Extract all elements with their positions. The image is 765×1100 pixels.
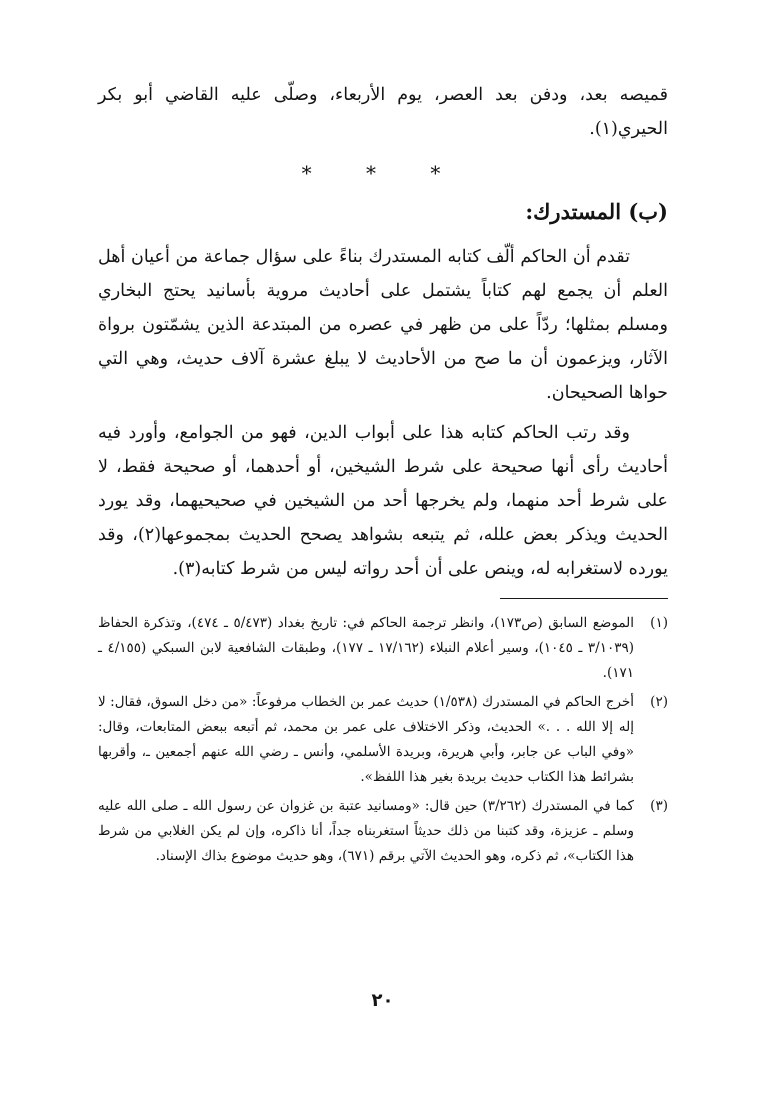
body-paragraph-1: تقدم أن الحاكم ألّف كتابه المستدرك بناءً على سؤال جماعة من أعيان أهل العلم أن يجمع لهم كتاباً يشتمل على أحاديث مروية بأسانيد يحتج البخاري ومسلم بمثلها؛ ردّاً على من ظهر في عصره من المبتدعة الذين يشمّتون برواة الآثار، ويزعمون أن ما صح من الأحاديث لا يبلغ عشرة آلاف حديث، وهي التي حواها الصحيحان.	[98, 247, 668, 403]
footnote-1	[98, 611, 668, 686]
text-column	[98, 78, 668, 873]
footnote-2	[98, 690, 668, 790]
intro-paragraph: قميصه بعد، ودفن بعد العصر، يوم الأربعاء، وصلّى عليه القاضي أبو بكر الحيري(١).	[98, 85, 668, 139]
body-paragraph-2: وقد رتب الحاكم كتابه هذا على أبواب الدين، فهو من الجوامع، وأورد فيه أحاديث رأى أنها صحيحة على شرط الشيخين، أو أحدهما، أو صحيحة فقط، لا على شرط أحد منهما، ولم يخرجها أحد من الشيخين في صحيحيهما، وقد يورد الحديث ويذكر بعض علله، ثم يتبعه بشواهد يصحح الحديث بمجموعها(٢)، وقد يورده لاستغرابه له، وينص على أن أحد رواته ليس من شرط كتابه(٣).	[98, 423, 668, 579]
page-number: ٢٠	[371, 990, 394, 1011]
footnote-number: (٣)	[650, 798, 668, 814]
footnote-text: كما في المستدرك (٣/٢٦٢) حين قال: «ومسانيد عتبة بن غزوان عن رسول الله ـ صلى الله عليه وسلم ـ عزيزة، وقد كتبنا من ذلك حديثاً استغربناه جداً، أنا ذاكره، وإن لم يكن الغلابي من شرط هذا الكتاب»، ثم ذكره، وهو الحديث الآتي برقم (٦٧١)، وهو حديث موضوع بذاك الإسناد.	[98, 798, 634, 864]
footnote-text: أخرج الحاكم في المستدرك (١/٥٣٨) حديث عمر بن الخطاب مرفوعاً: «من دخل السوق، فقال: لا إله إلا الله . . .» الحديث، وذكر الاختلاف على عمر بن محمد، ثم أتبعه ببعض المتابعات، وقال: «وفي الباب عن جابر، وأبي هريرة، وبريدة الأسلمي، وأنس ـ رضي الله عنهم أجمعين ـ، وأقربها بشرائط هذا الكتاب حديث بريدة بغير هذا اللفظ».	[98, 694, 634, 785]
footnote-text: الموضع السابق (ص١٧٣)، وانظر ترجمة الحاكم في: تاريخ بغداد (٥/٤٧٣ ـ ٤٧٤)، وتذكرة الحفاظ (٣/١٠٣٩ ـ ١٠٤٥)، وسير أعلام النبلاء (١٧/١٦٢ ـ ١٧٧)، وطبقات الشافعية لابن السبكي (٤/١٥٥ ـ ١٧١).	[98, 615, 634, 681]
section-separator: * * *	[301, 161, 465, 185]
footnotes-divider	[500, 598, 668, 599]
footnote-number: (١)	[650, 615, 668, 631]
section-heading: (ب) المستدرك:	[525, 199, 668, 224]
footnote-number: (٢)	[650, 694, 668, 710]
footnote-3	[98, 794, 668, 869]
